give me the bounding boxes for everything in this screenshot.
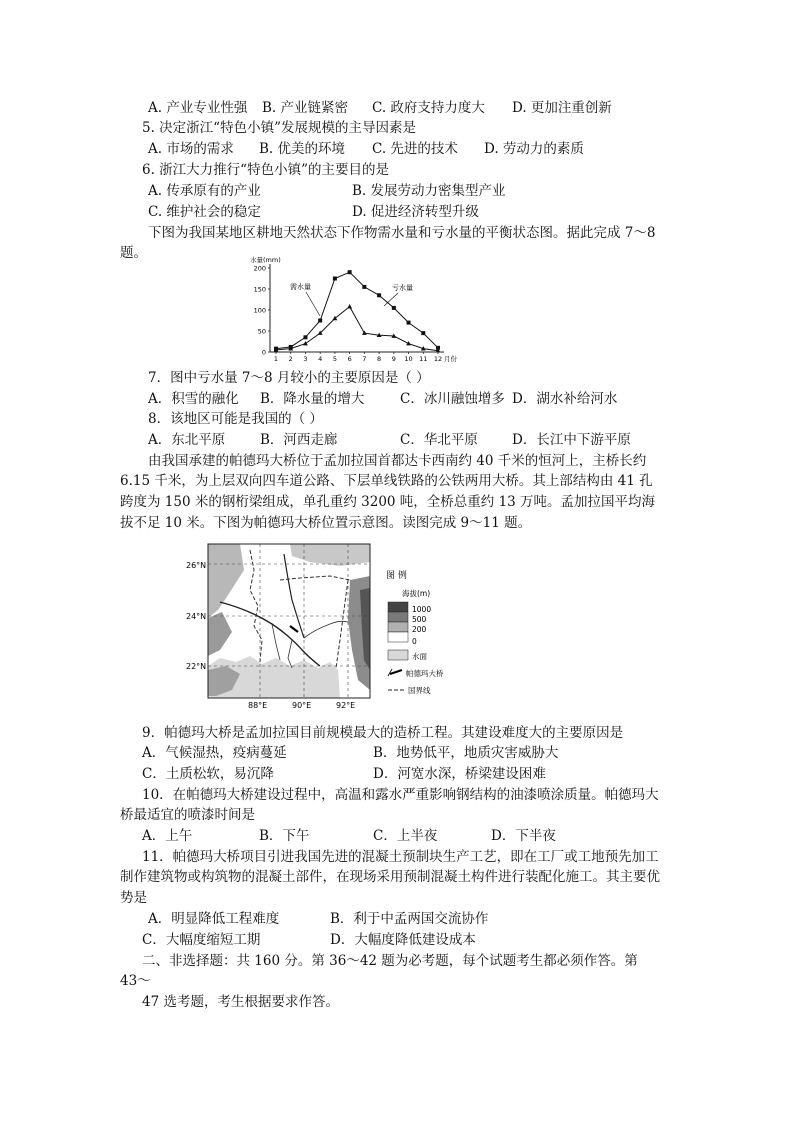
lat-label-22: 22°N [186,662,207,671]
intro-9-11-line4: 拔不足 10 米。下图为帕德玛大桥位置示意图。读图完成 9～11 题。 [120,515,532,531]
q6-stem: 6. 浙江大力推行“特色小镇”的主要目的是 [142,162,389,178]
series-label-deficit: 亏水量 [392,284,413,292]
q9-option-b: B．地势低平，地质灾害威胁大 [373,745,559,761]
point-需水量 [377,293,381,297]
series-label-leader-demand [306,292,320,316]
legend-water: 水面 [412,652,427,661]
legend-subtitle: 海拔(m) [402,589,431,598]
point-亏水量 [303,341,308,345]
water-balance-chart [238,256,468,364]
q8-stem: 8．该地区可能是我国的（ ） [148,411,323,427]
q10-option-d: D．下半夜 [491,828,556,844]
q8-options [148,431,631,449]
q11-option-b: B．利于中孟两国交流协作 [330,911,489,927]
series-line-亏水量 [276,307,438,351]
x-tick-label: 4 [318,355,323,363]
q8-option-b: B．河西走廊 [260,432,338,448]
q9-option-c: C．土质松软，易沉降 [142,766,274,782]
q7-option-d: D．湖水补给河水 [512,391,618,407]
q8-option-a: A．东北平原 [148,432,226,448]
y-tick-label: 100 [253,306,266,315]
intro-9-11-line3: 跨度为 150 米的钢桁梁组成，单孔重约 3200 吨，全桥总重约 13 万吨。孟加拉国平均海 [120,494,656,510]
q9-stem: 9．帕德玛大桥是孟加拉国目前规模最大的造桥工程。其建设难度大的主要原因是 [142,725,624,741]
series-label-leader-deficit [384,293,398,306]
q10-option-b: B．下午 [259,828,310,844]
q11-option-c: C．大幅度缩短工期 [142,932,261,948]
q9-option-a: A．气候湿热，疫病蔓延 [142,745,287,761]
q11-stem-line2: 制作建筑物或构筑物的混凝土部件，在现场采用预制混凝土构件进行装配化施工。其主要优 [120,869,660,885]
q7-option-c: C．冰川融蚀增多 [400,391,505,407]
x-tick-label: 9 [391,355,396,363]
lon-label-90: 90°E [292,701,312,710]
x-tick-label: 3 [303,355,308,363]
legend-level-1000: 1000 [412,605,432,614]
q4-option-d: D. 更加注重创新 [512,100,612,116]
q5-options [148,140,628,158]
x-tick-label: 12 [433,355,443,363]
q7-option-a: A．积雪的融化 [148,391,239,407]
x-tick-label: 5 [332,355,337,363]
point-需水量 [392,306,396,310]
q10-option-c: C．上半夜 [373,828,438,844]
padma-bridge-map [180,540,450,710]
section2-line1: 二、非选择题：共 160 分。第 36～42 题为必考题，每个试题考生都必须作答。第 [142,953,638,969]
legend-level-0: 0 [412,637,417,646]
q4-option-a: A. 产业专业性强 [148,100,248,116]
q7-stem: 7．图中亏水量 7～8 月较小的主要原因是（ ） [148,370,430,386]
q6-option-d: D. 促进经济转型升级 [352,204,479,220]
q8-option-c: C．华北平原 [400,432,478,448]
x-tick-label: 8 [377,355,382,363]
q11-option-d: D．大幅度降低建设成本 [330,932,476,948]
y-axis-label: 水量(mm) [250,256,281,264]
y-tick-label: 0 [261,348,266,357]
point-需水量 [421,331,425,335]
legend-level-200: 200 [412,625,427,634]
y-tick-label: 200 [253,264,266,273]
q4-option-c: C. 政府支持力度大 [372,100,485,116]
q5-option-a: A. 市场的需求 [148,141,234,157]
point-需水量 [318,319,322,323]
q11-option-a: A．明显降低工程难度 [148,911,280,927]
point-需水量 [303,335,307,339]
lat-label-26: 26°N [186,561,207,570]
q6-option-b: B. 发展劳动力密集型产业 [352,183,506,199]
x-tick-label: 2 [288,355,293,363]
q11-stem-line1: 11．帕德玛大桥项目引进我国先进的混凝土预制块生产工艺，即在工厂或工地预先加工 [142,849,659,865]
legend-border: 国界线 [408,686,431,695]
y-tick-label: 150 [253,285,266,294]
x-tick-label: 7 [362,355,367,363]
q6-option-a: A. 传承原有的产业 [148,183,261,199]
point-亏水量 [347,304,352,308]
point-需水量 [348,270,352,274]
q5-option-d: D. 劳动力的素质 [484,141,584,157]
q5-stem: 5. 决定浙江“特色小镇”发展规模的主导因素是 [142,120,416,136]
lon-label-92: 92°E [336,701,356,710]
q4-options [148,99,612,117]
q6-option-c: C. 维护社会的稳定 [148,204,261,220]
point-需水量 [362,285,366,289]
legend-title: 图 例 [386,571,407,581]
section2-line2: 43～ [120,973,151,989]
q11-stem-line3: 势是 [120,890,147,906]
x-axis-label: 月份 [444,355,457,363]
q10-stem-line2: 桥最适宜的喷漆时间是 [120,807,255,823]
q4-option-b: B. 产业链紧密 [262,100,349,116]
q9-option-d: D．河宽水深，桥梁建设困难 [373,766,546,782]
q8-option-d: D．长江中下游平原 [512,432,631,448]
series-label-demand: 需水量 [290,283,311,291]
q10-options [142,827,556,845]
legend-level-500: 500 [412,615,427,624]
x-tick-label: 11 [419,355,428,363]
intro-9-11-line2: 6.15 千米，为上层双向四车道公路、下层单线铁路的公铁两用大桥。其上部结构由 41 孔 [120,473,653,489]
intro-7-8-line1: 下图为我国某地区耕地天然状态下作物需水量和亏水量的平衡状态图。据此完成 7～8 [148,225,656,241]
x-tick-label: 1 [273,355,279,363]
x-tick-label: 10 [404,355,413,363]
section2-line3: 47 选考题，考生根据要求作答。 [142,994,339,1010]
lat-label-24: 24°N [186,612,207,621]
x-tick-label: 6 [347,355,352,363]
legend-bridge: 帕德玛大桥 [406,669,444,678]
y-tick-label: 50 [257,327,266,336]
intro-7-8-line2: 题。 [120,245,147,261]
lon-label-88: 88°E [248,701,268,710]
q10-option-a: A．上午 [142,828,193,844]
point-需水量 [333,277,337,281]
q7-options [148,390,618,408]
point-需水量 [407,321,411,325]
q10-stem-line1: 10．在帕德玛大桥建设过程中，高温和露水严重影响钢结构的油漆喷涂质量。帕德玛大 [142,787,659,803]
q5-option-b: B. 优美的环境 [259,141,346,157]
q7-option-b: B．降水量的增大 [260,391,365,407]
intro-9-11-line1: 由我国承建的帕德玛大桥位于孟加拉国首都达卡西南约 40 千米的恒河上，主桥长约 [148,453,647,469]
q5-option-c: C. 先进的技术 [372,141,458,157]
point-亏水量 [362,331,367,335]
